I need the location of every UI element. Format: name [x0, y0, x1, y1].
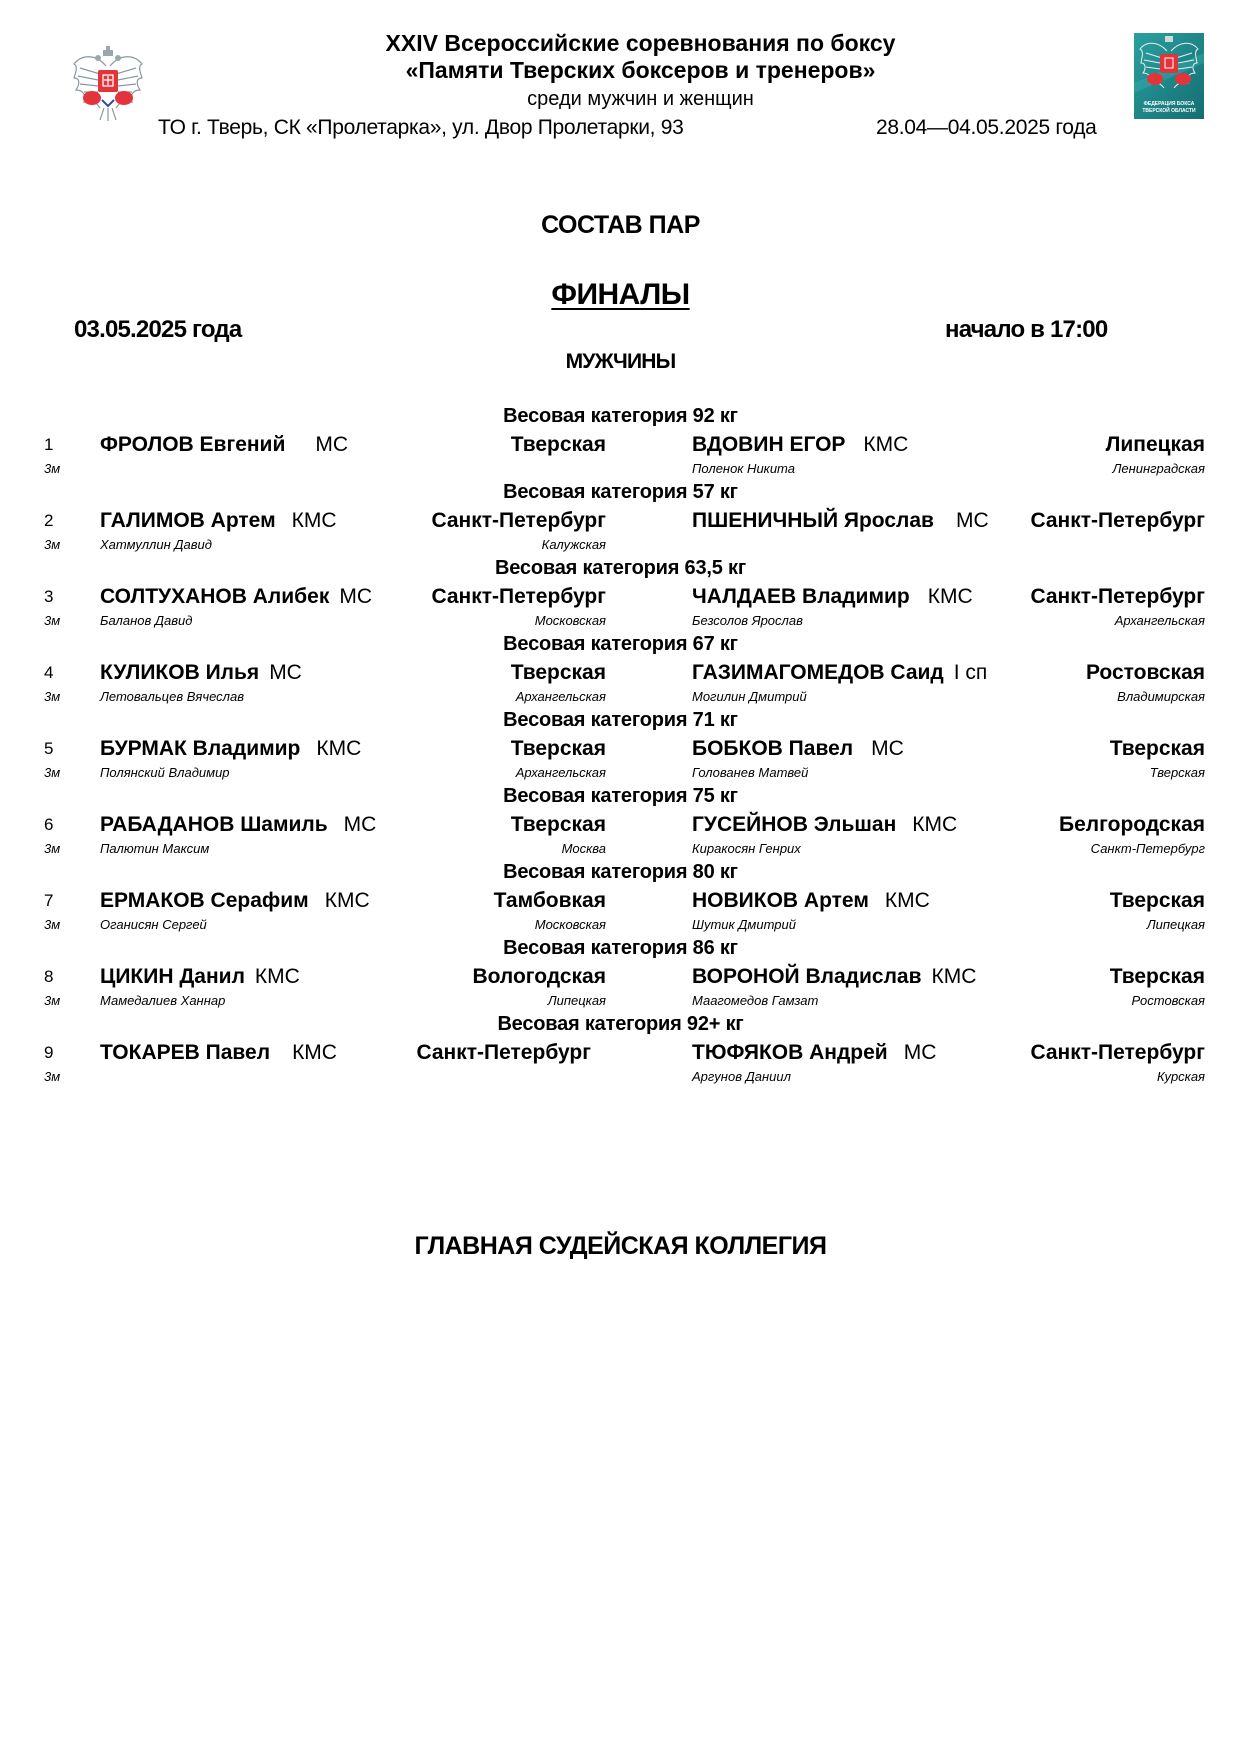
fighter1-rank: МС	[339, 585, 373, 608]
fighter2-fullname: НОВИКОВ Артем	[692, 889, 869, 912]
fighter2-region: Санкт-Петербург	[1030, 585, 1205, 608]
gender-heading: МУЖЧИНЫ	[565, 350, 676, 373]
fighter1-rank: МС	[269, 661, 302, 684]
bout-number: 3	[44, 587, 54, 606]
fighter2-coach: Поленок Никита	[692, 461, 795, 476]
fighter2-rank: МС	[871, 737, 904, 760]
fighter1-region: Санкт-Петербург	[431, 585, 606, 608]
bout-number: 7	[44, 891, 54, 910]
event-dates: 28.04—04.05.2025 года	[876, 116, 1097, 139]
fighter1-fullname: КУЛИКОВ Илья	[100, 661, 260, 684]
fighter2-rank: КМС	[931, 965, 977, 988]
logo-caption-2: ТВЕРСКОЙ ОБЛАСТИ	[1142, 108, 1196, 114]
bout-rounds: 3м	[44, 917, 61, 932]
fighter1-coach: Мамедалиев Ханнар	[100, 993, 226, 1008]
fighter2-region: Санкт-Петербург	[1030, 1041, 1205, 1064]
fighter1-name	[100, 889, 370, 913]
bout-row	[0, 405, 1241, 481]
bout-row	[0, 861, 1241, 937]
fighter1-region: Тамбовкая	[493, 889, 606, 912]
bout-row	[0, 1013, 1241, 1089]
weight-category: Весовая категория 80 кг	[503, 861, 738, 883]
fighter1-name	[100, 661, 302, 685]
bout-number: 9	[44, 1043, 54, 1062]
bout-rounds: 3м	[44, 1069, 61, 1084]
fighter2-fullname: ЧАЛДАЕВ Владимир	[692, 585, 910, 608]
fighter2-fullname: ВОРОНОЙ Владислав	[692, 965, 922, 988]
bout-row	[0, 481, 1241, 557]
chief-judges-heading: ГЛАВНАЯ СУДЕЙСКАЯ КОЛЛЕГИЯ	[414, 1232, 827, 1260]
bout-number: 2	[44, 511, 54, 530]
fighter2-name	[692, 585, 973, 609]
bout-rounds: 3м	[44, 461, 61, 476]
fighter1-coach: Летовальцев Вячеслав	[100, 689, 244, 704]
fighter1-rank: КМС	[324, 889, 370, 912]
fighter1-fullname: ФРОЛОВ Евгений	[100, 433, 286, 456]
fighter2-name	[692, 1041, 936, 1065]
fighter2-coach-region: Ленинградская	[1112, 461, 1205, 476]
fighter1-rank: КМС	[292, 1041, 337, 1064]
bout-row	[0, 557, 1241, 633]
fighter1-coach: Палютин Максим	[100, 841, 210, 856]
weight-category: Весовая категория 92 кг	[503, 405, 738, 427]
fighter2-rank: МС	[955, 509, 989, 532]
fighter2-name	[692, 433, 908, 457]
fighter2-name	[692, 965, 976, 989]
fighter1-coach: Баланов Давид	[100, 613, 193, 628]
fighter1-rank: КМС	[291, 509, 337, 532]
bout-row	[0, 937, 1241, 1013]
fighter2-region: Тверская	[1109, 737, 1205, 760]
document-title: СОСТАВ ПАР	[541, 211, 700, 239]
fighter1-coach-region: Архангельская	[515, 765, 606, 780]
fighter2-coach-region: Липецкая	[1146, 917, 1205, 932]
fighter1-region: Тверская	[510, 433, 606, 456]
fighter1-fullname: ЦИКИН Данил	[100, 965, 245, 988]
fighter2-coach-region: Курская	[1156, 1069, 1205, 1084]
fighter1-coach-region: Архангельская	[515, 689, 606, 704]
fighter2-coach-region: Санкт-Петербург	[1090, 841, 1205, 856]
fighter1-coach-region: Калужская	[541, 537, 606, 552]
fighter2-rank: I сп	[953, 661, 988, 684]
fighter2-coach: Киракосян Генрих	[692, 841, 801, 856]
fighter1-coach-region: Московская	[534, 613, 606, 628]
fighter2-region: Санкт-Петербург	[1030, 509, 1205, 532]
bout-row	[0, 785, 1241, 861]
fighter2-rank: МС	[903, 1041, 937, 1064]
fighter2-name	[692, 509, 989, 533]
bout-rounds: 3м	[44, 765, 61, 780]
fighter1-coach: Оганисян Сергей	[100, 917, 207, 932]
fighter2-coach: Могилин Дмитрий	[692, 689, 807, 704]
start-time: начало в 17:00	[945, 316, 1108, 343]
bout-rounds: 3м	[44, 841, 61, 856]
weight-category: Весовая категория 75 кг	[503, 785, 738, 807]
weight-category: Весовая категория 57 кг	[503, 481, 738, 503]
weight-category: Весовая категория 67 кг	[503, 633, 738, 655]
fighter2-region: Ростовская	[1085, 661, 1205, 684]
fighter1-coach: Хатмуллин Давид	[100, 537, 212, 552]
fighter1-fullname: ГАЛИМОВ Артем	[100, 509, 276, 532]
fighter1-fullname: ЕРМАКОВ Серафим	[100, 889, 309, 912]
fighter2-coach: Голованев Матвей	[692, 765, 809, 780]
fighter1-name	[100, 737, 361, 761]
weight-category: Весовая категория 86 кг	[503, 937, 738, 959]
fighter2-name	[692, 889, 930, 913]
bout-row	[0, 709, 1241, 785]
fighter2-coach: Шутик Дмитрий	[692, 917, 796, 932]
fighter2-name	[692, 661, 987, 685]
weight-category: Весовая категория 71 кг	[503, 709, 738, 731]
stage-title: ФИНАЛЫ	[551, 278, 690, 311]
fighter1-fullname: СОЛТУХАНОВ Алибек	[100, 585, 330, 608]
fighter2-rank: КМС	[912, 813, 958, 836]
bouts-list	[0, 405, 1241, 1089]
fighter1-coach-region: Московская	[534, 917, 606, 932]
fighter2-name	[692, 737, 904, 761]
bout-number: 1	[44, 435, 54, 454]
fighter1-rank: МС	[343, 813, 377, 836]
fighter2-coach: Аргунов Даниил	[692, 1069, 791, 1084]
bout-number: 5	[44, 739, 54, 758]
weight-category: Весовая категория 92+ кг	[497, 1013, 744, 1035]
fighter1-region: Тверская	[510, 737, 606, 760]
fighter1-rank: КМС	[254, 965, 300, 988]
bout-rounds: 3м	[44, 537, 61, 552]
fighter1-name	[100, 433, 348, 457]
fighter1-name	[100, 965, 300, 989]
fighter1-name	[100, 813, 376, 837]
bout-rounds: 3м	[44, 689, 61, 704]
fighter1-name	[100, 509, 337, 533]
fighter1-fullname: РАБАДАНОВ Шамиль	[100, 813, 328, 836]
bout-number: 6	[44, 815, 54, 834]
logo-caption-1: ФЕДЕРАЦИЯ БОКСА	[1143, 101, 1195, 107]
fighter2-rank: КМС	[863, 433, 909, 456]
fighter2-coach-region: Владимирская	[1117, 689, 1205, 704]
fighter1-region: Санкт-Петербург	[416, 1041, 591, 1064]
fighter2-region: Белгородская	[1059, 813, 1205, 836]
fighter2-coach: Маагомедов Гамзат	[692, 993, 819, 1008]
fighter1-region: Санкт-Петербург	[431, 509, 606, 532]
fighter2-region: Тверская	[1109, 889, 1205, 912]
fighter1-name	[100, 1041, 337, 1065]
fighter1-region: Тверская	[510, 813, 606, 836]
fighter2-region: Липецкая	[1105, 433, 1205, 456]
fighter1-name	[100, 585, 372, 609]
fighter2-fullname: ВДОВИН ЕГОР	[692, 433, 846, 456]
fighter2-name	[692, 813, 957, 837]
fighter2-coach-region: Тверская	[1149, 765, 1205, 780]
bout-rounds: 3м	[44, 613, 61, 628]
bout-rounds: 3м	[44, 993, 61, 1008]
fighter1-coach-region: Москва	[561, 841, 606, 856]
fighter1-region: Тверская	[510, 661, 606, 684]
fighter1-fullname: БУРМАК Владимир	[100, 737, 301, 760]
bout-number: 8	[44, 967, 54, 986]
fighter2-coach-region: Ростовская	[1131, 993, 1205, 1008]
fighter2-fullname: БОБКОВ Павел	[692, 737, 854, 760]
event-title-line1: XXIV Всероссийские соревнования по боксу	[385, 30, 896, 56]
bout-number: 4	[44, 663, 54, 682]
fighter2-fullname: ГУСЕЙНОВ Эльшан	[692, 813, 897, 836]
fighter2-fullname: ГАЗИМАГОМЕДОВ Саид	[692, 661, 944, 684]
fighter2-rank: КМС	[927, 585, 973, 608]
fighter1-coach-region: Липецкая	[547, 993, 606, 1008]
fighter1-fullname: ТОКАРЕВ Павел	[100, 1041, 271, 1064]
fighter2-fullname: ПШЕНИЧНЫЙ Ярослав	[692, 509, 934, 532]
fighter1-rank: КМС	[316, 737, 362, 760]
fighter1-coach: Полянский Владимир	[100, 765, 230, 780]
fighter2-region: Тверская	[1109, 965, 1205, 988]
event-title-line2: «Памяти Тверских боксеров и тренеров»	[405, 57, 876, 83]
fighter1-rank: МС	[315, 433, 349, 456]
fighter2-fullname: ТЮФЯКОВ Андрей	[692, 1041, 888, 1064]
bout-date: 03.05.2025 года	[74, 316, 242, 343]
fighter1-region: Вологодская	[472, 965, 606, 988]
weight-category: Весовая категория 63,5 кг	[495, 557, 746, 579]
event-subtitle: среди мужчин и женщин	[527, 88, 754, 110]
fighter2-coach: Безсолов Ярослав	[692, 613, 803, 628]
fighter2-rank: КМС	[884, 889, 930, 912]
fighter2-coach-region: Архангельская	[1114, 613, 1205, 628]
event-venue: ТО г. Тверь, СК «Пролетарка», ул. Двор Пролетарки, 93	[158, 116, 684, 139]
bout-row	[0, 633, 1241, 709]
